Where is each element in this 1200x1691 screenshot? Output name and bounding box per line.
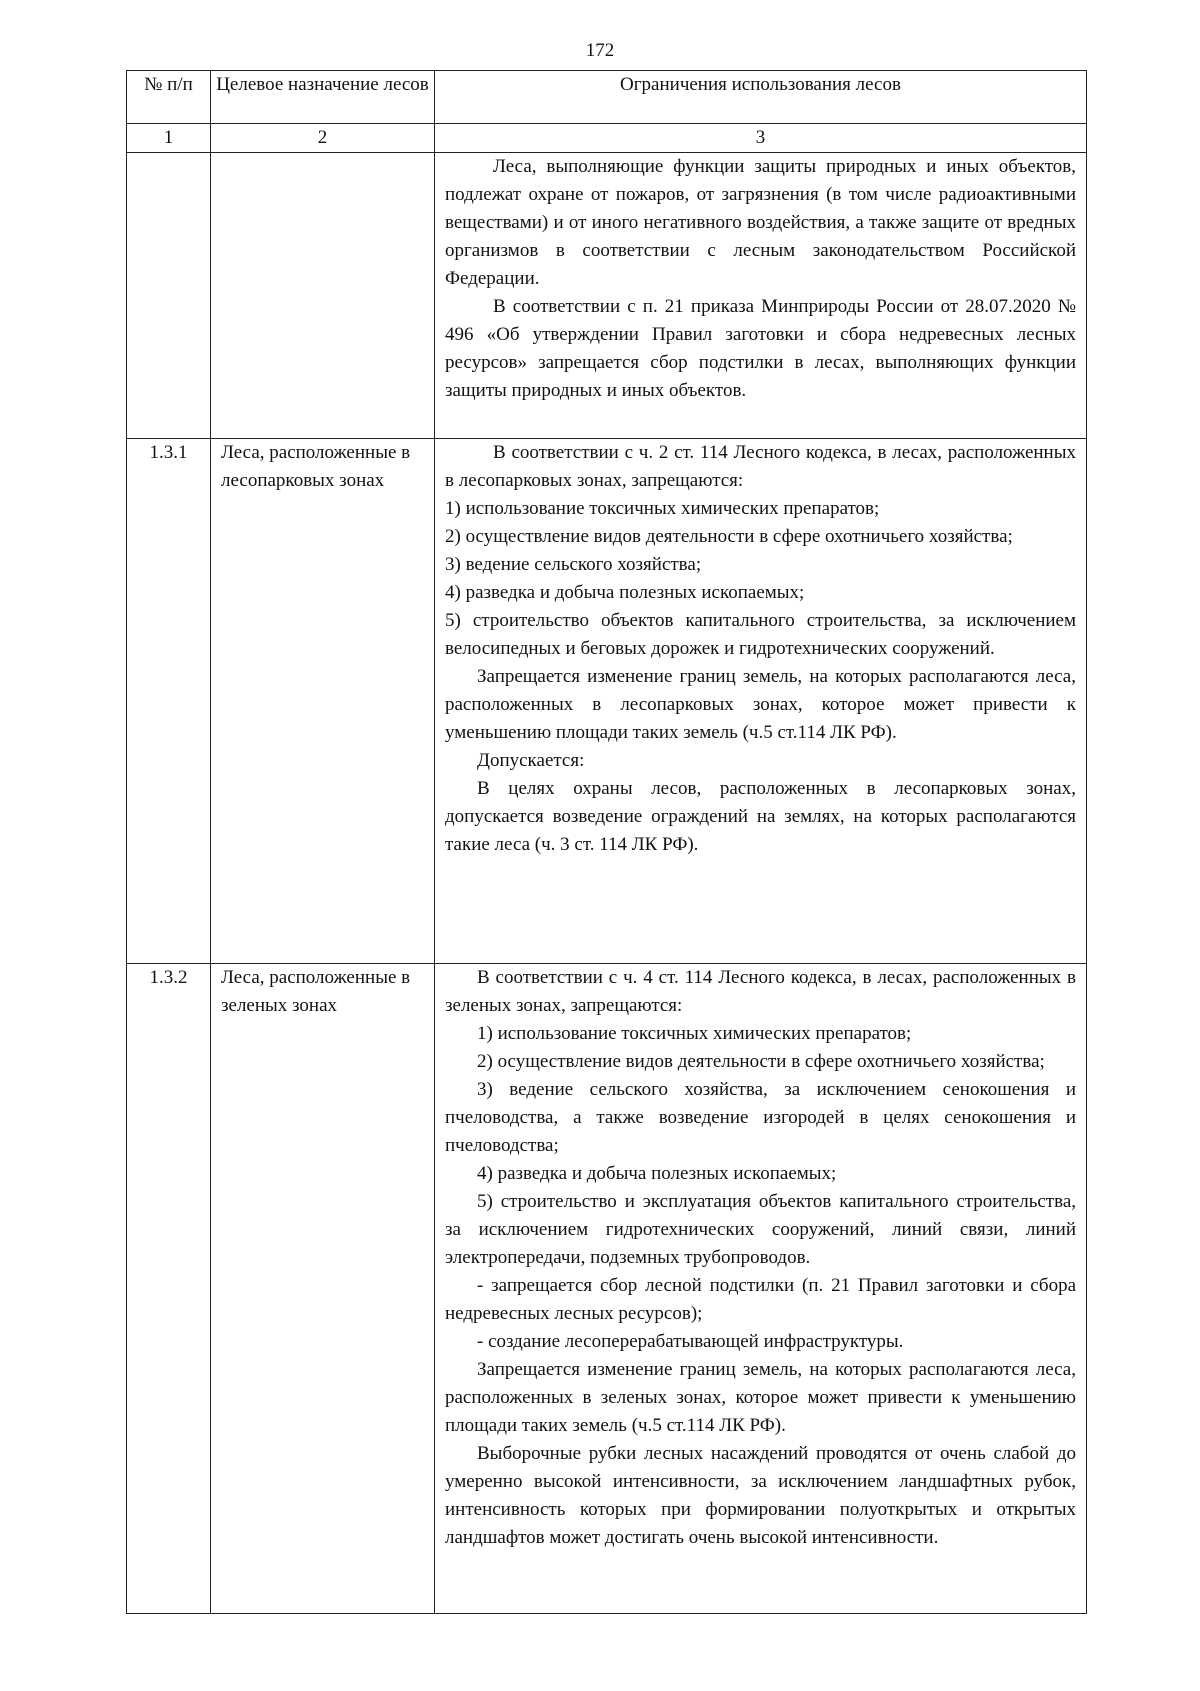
paragraph: Допускается: xyxy=(477,750,585,771)
paragraph: Леса, выполняющие функции защиты природных и иных объектов, подлежат охране от пожаров, от загрязнения (в том числе радиоактивными веществами) и от иного негативного воздействия, а также защите от вредных организмов в соответствии с лесным законодательством Российской Федерации. xyxy=(445,156,1076,289)
paragraph: 4) разведка и добыча полезных ископаемых; xyxy=(477,1163,837,1184)
paragraph: 5) строительство и эксплуатация объектов капитального строительства, за исключением гидротехнических сооружений, линий связи, линий электропередачи, подземных трубопроводов. xyxy=(445,1191,1076,1268)
column-number: 1 xyxy=(127,124,211,153)
paragraph: - создание лесоперерабатывающей инфраструктуры. xyxy=(477,1331,904,1352)
paragraph: В соответствии с п. 21 приказа Минприроды России от 28.07.2020 № 496 «Об утверждении Правил заготовки и сбора недревесных лесных ресурсов» запрещается сбор подстилки в лесах, выполняющих функции защиты природных и иных объектов. xyxy=(445,296,1076,401)
paragraph: Выборочные рубки лесных насаждений проводятся от очень слабой до умеренно высокой интенсивности, за исключением ландшафтных рубок, интенсивность которых при формировании полуоткрытых и открытых ландшафтов может достигать очень высокой интенсивности. xyxy=(445,1443,1076,1548)
paragraph: 1) использование токсичных химических препаратов; xyxy=(477,1023,912,1044)
paragraph: 2) осуществление видов деятельности в сфере охотничьего хозяйства; xyxy=(445,526,1013,547)
paragraph: 2) осуществление видов деятельности в сфере охотничьего хозяйства; xyxy=(477,1051,1045,1072)
row-restrictions xyxy=(435,153,1087,439)
column-number: 3 xyxy=(435,124,1087,153)
table-row xyxy=(127,964,1087,1614)
paragraph: В соответствии с ч. 4 ст. 114 Лесного кодекса, в лесах, расположенных в зеленых зонах, запрещаются: xyxy=(445,967,1076,1016)
row-purpose: Леса, расположенные в лесопарковых зонах xyxy=(211,439,435,964)
row-purpose xyxy=(211,153,435,439)
restrictions-table xyxy=(126,70,1087,1614)
paragraph: 5) строительство объектов капитального строительства, за исключением велосипедных и беговых дорожек и гидротехнических сооружений. xyxy=(445,610,1076,659)
row-number: 1.3.2 xyxy=(127,964,211,1614)
row-purpose: Леса, расположенные в зеленых зонах xyxy=(211,964,435,1614)
table-row xyxy=(127,439,1087,964)
paragraph: В соответствии с ч. 2 ст. 114 Лесного кодекса, в лесах, расположенных в лесопарковых зонах, запрещаются: xyxy=(445,442,1076,491)
table-row xyxy=(127,153,1087,439)
page-number: 172 xyxy=(585,40,615,61)
paragraph: - запрещается сбор лесной подстилки (п. 21 Правил заготовки и сбора недревесных лесных ресурсов); xyxy=(445,1275,1076,1324)
row-number xyxy=(127,153,211,439)
header-purpose: Целевое назначение лесов xyxy=(211,71,435,124)
header-restrictions: Ограничения использования лесов xyxy=(435,71,1087,124)
paragraph: 3) ведение сельского хозяйства, за исключением сенокошения и пчеловодства, а также возведение изгородей в целях сенокошения и пчеловодства; xyxy=(445,1079,1076,1156)
row-restrictions xyxy=(435,964,1087,1614)
table-header-row xyxy=(127,71,1087,124)
paragraph: 1) использование токсичных химических препаратов; xyxy=(445,498,880,519)
paragraph: Запрещается изменение границ земель, на которых располагаются леса, расположенных в лесопарковых зонах, которое может привести к уменьшению площади таких земель (ч.5 ст.114 ЛК РФ). xyxy=(445,666,1076,743)
header-no: № п/п xyxy=(127,71,211,124)
paragraph: 3) ведение сельского хозяйства; xyxy=(445,554,702,575)
row-number: 1.3.1 xyxy=(127,439,211,964)
paragraph: 4) разведка и добыча полезных ископаемых; xyxy=(445,582,805,603)
column-number-row xyxy=(127,124,1087,153)
paragraph: Запрещается изменение границ земель, на которых располагаются леса, расположенных в зеленых зонах, которое может привести к уменьшению площади таких земель (ч.5 ст.114 ЛК РФ). xyxy=(445,1359,1076,1436)
paragraph: В целях охраны лесов, расположенных в лесопарковых зонах, допускается возведение ограждений на землях, на которых располагаются такие леса (ч. 3 ст. 114 ЛК РФ). xyxy=(445,778,1076,855)
row-restrictions xyxy=(435,439,1087,964)
column-number: 2 xyxy=(211,124,435,153)
